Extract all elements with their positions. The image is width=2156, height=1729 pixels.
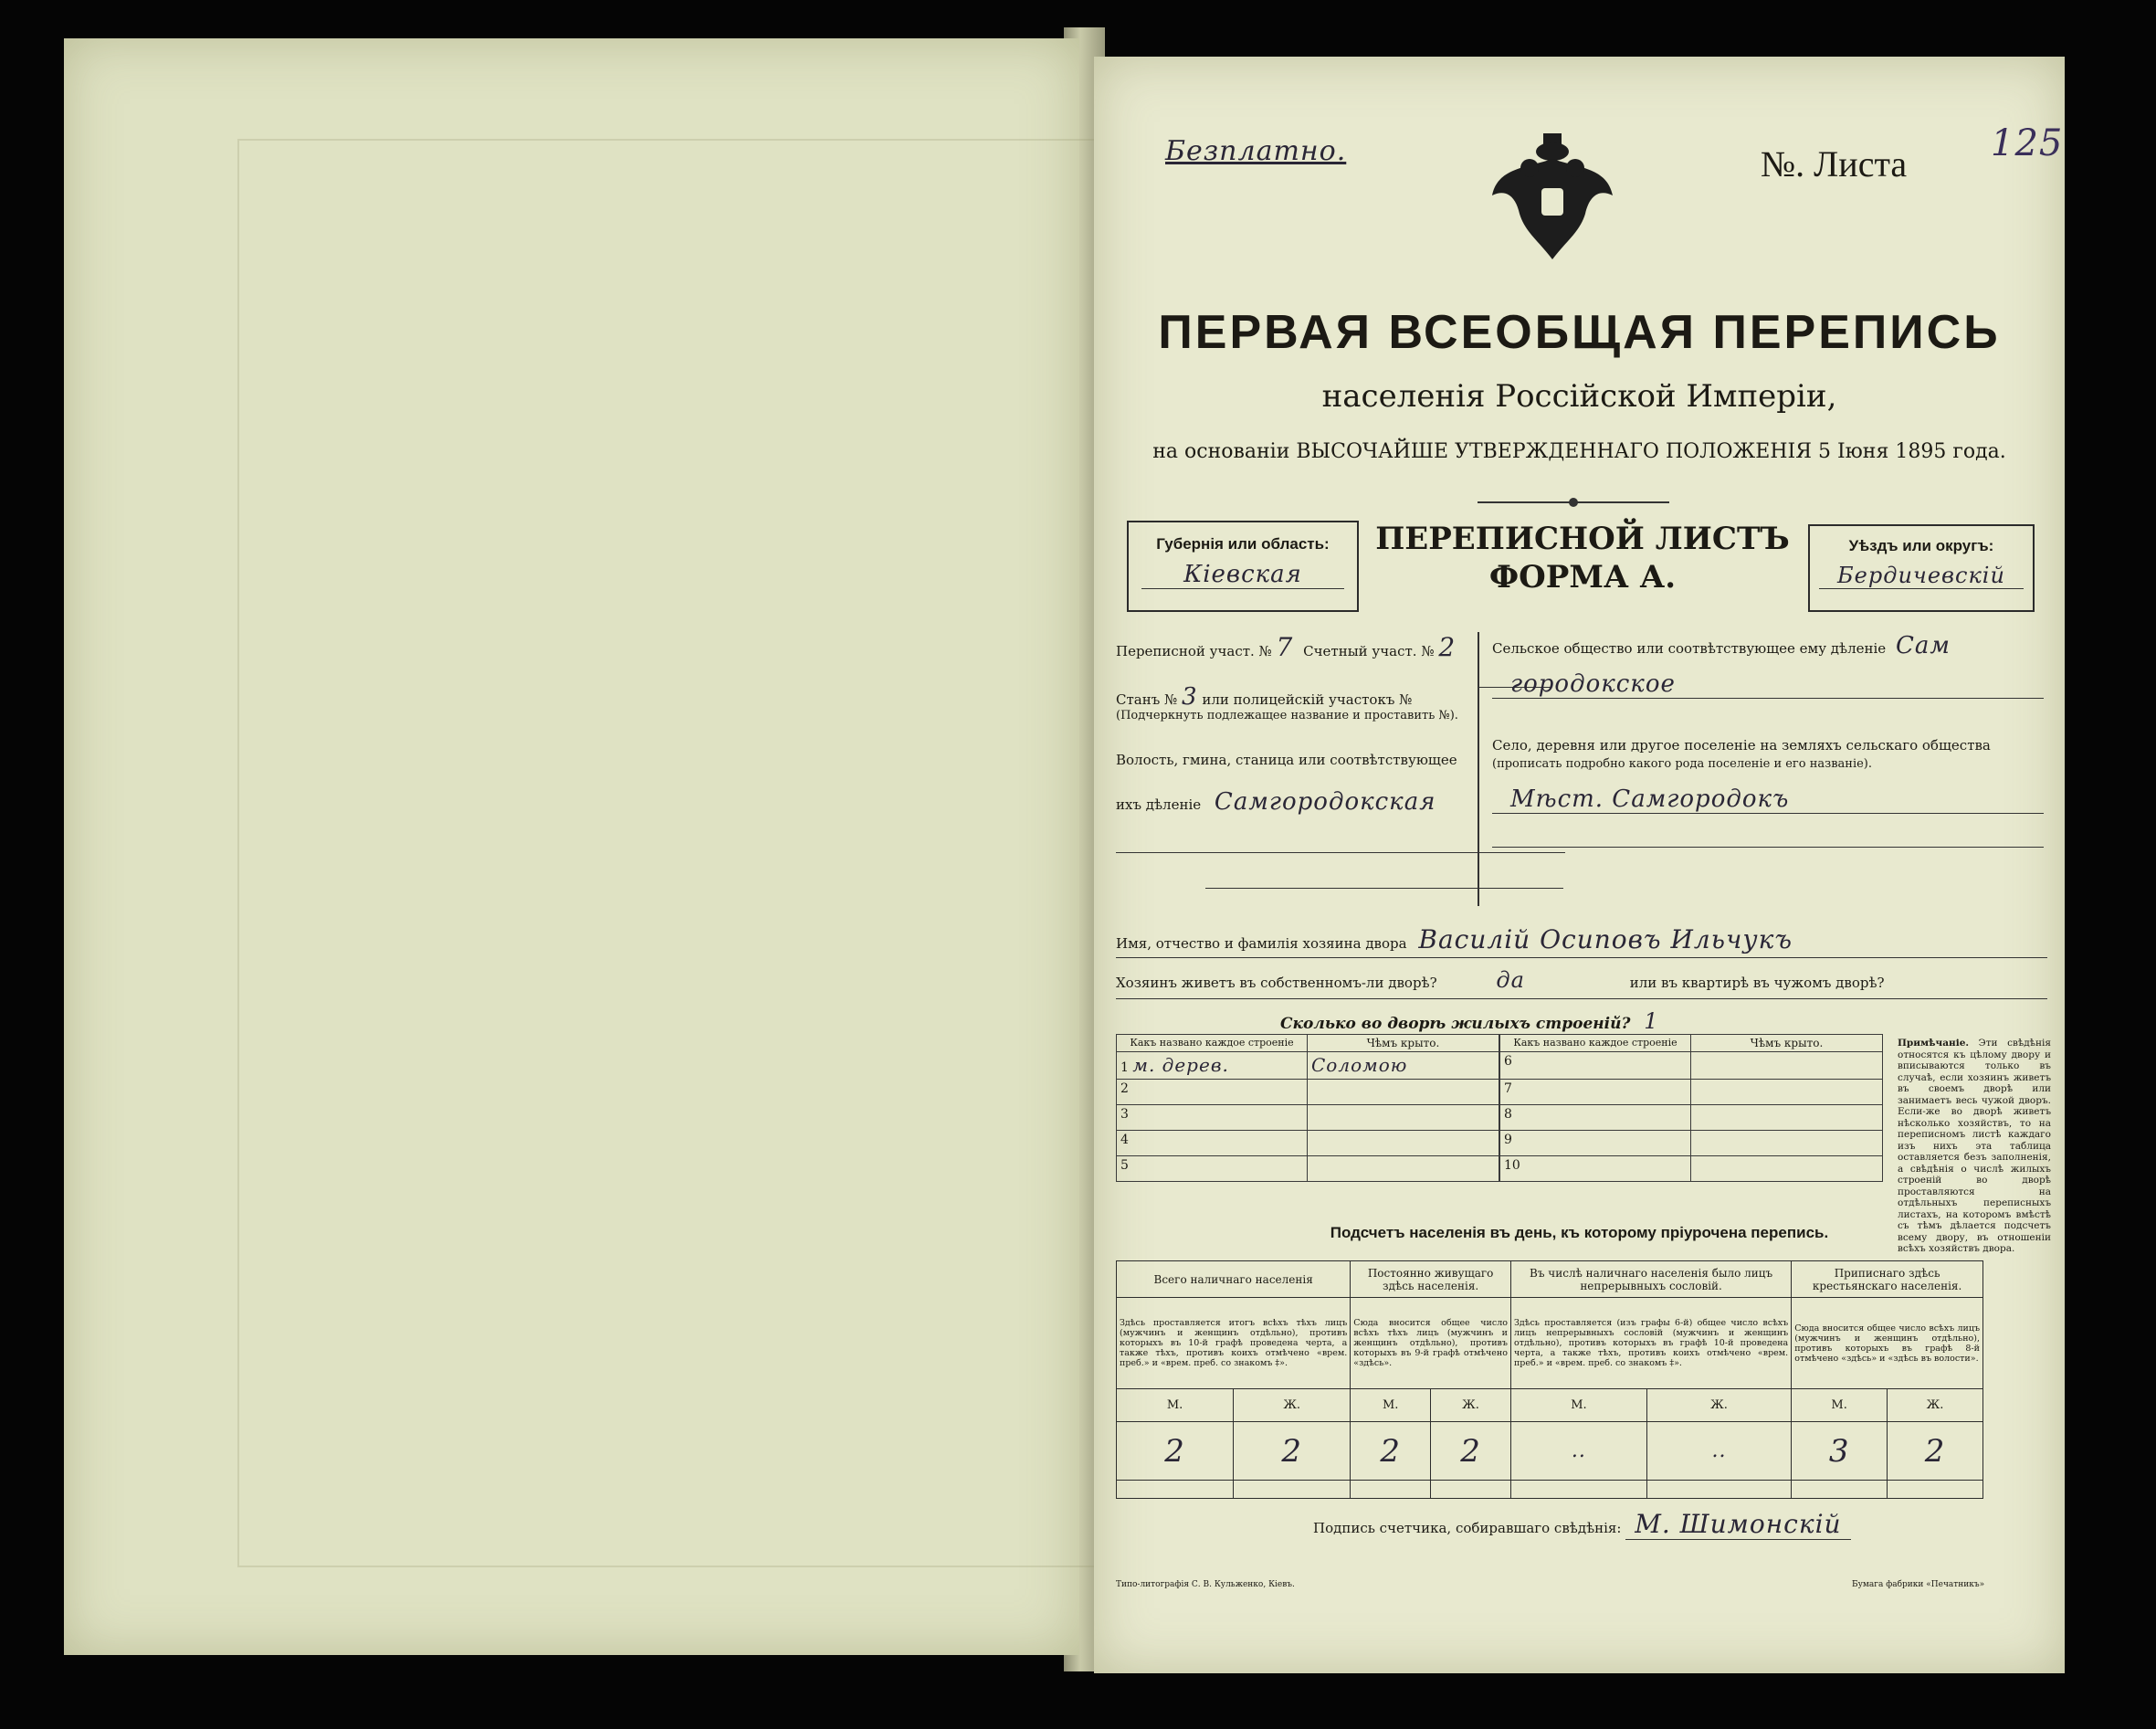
building-material <box>1308 1080 1499 1105</box>
village-note: (прописать подробно какого рода поселеніе и его названіе). <box>1492 757 1872 771</box>
sheet-number-label: №. Листа <box>1761 143 1908 184</box>
col-material-header: Чѣмъ крыто. <box>1691 1035 1883 1052</box>
building-material <box>1308 1131 1499 1156</box>
registered-peasants-f: 2 <box>1888 1422 1983 1481</box>
tally-header-2: Постоянно живущаго здѣсь населенія. <box>1351 1261 1511 1298</box>
left-page-blank <box>64 38 1079 1655</box>
tally-note-4: Сюда вносится общее число всѣхъ лицъ (мужчинъ и женщинъ отдѣльно), противъ которыхъ въ графѣ 8-й отмѣчено «здѣсь» и «здѣсь въ волости». <box>1792 1298 1983 1389</box>
note-text: Эти свѣдѣнія относятся къ цѣлому двору и вписываются только въ случаѣ, если хозяинъ живетъ въ своемъ дворѣ или занимаетъ весь чужой дворъ. Если-же во дворѣ живетъ нѣсколько хозяйствъ, то на переписномъ листѣ каждаго изъ нихъ эта таблица оставляется безъ заполненія, а свѣдѣнія о числѣ жилыхъ строеній во дворѣ проставляются на отдѣльныхъ переписныхъ листахъ, на которомъ вмѣстѣ съ тѣмъ дѣлается подсчетъ всему двору, въ отношеніи всѣхъ хозяйствъ двора. <box>1898 1038 2051 1254</box>
paper-imprint: Бумага фабрики «Печатникъ» <box>1852 1580 1985 1589</box>
form-name: ФОРМА А. <box>1488 559 1677 596</box>
building-row-6: 6 <box>1500 1052 1691 1080</box>
building-row-9: 9 <box>1500 1131 1691 1156</box>
stan-value: 3 <box>1182 683 1198 711</box>
free-label: Безплатно. <box>1165 135 1347 167</box>
building-row-10: 10 <box>1500 1156 1691 1182</box>
page-subtitle: населенія Россійской Имперіи, <box>1321 378 1837 415</box>
building-material <box>1308 1156 1499 1182</box>
tally-note-1: Здѣсь проставляется итогъ всѣхъ тѣхъ лицъ (мужчинъ и женщинъ отдѣльно), противъ которыхъ въ 10-й графѣ проведена черта, а также тѣхъ, противъ коихъ отмѣчено «врем. преб.» и «врем. преб. со знакомъ ‡». <box>1117 1298 1351 1389</box>
sheet-number-value: 125 <box>1991 122 2064 164</box>
building-row-3 <box>1117 1105 1308 1131</box>
tally-header-1: Всего наличнаго населенія <box>1117 1261 1351 1298</box>
signature-label: Подпись счетчика, собиравшаго свѣдѣнія: <box>1313 1520 1622 1536</box>
basis-line: на основаніи ВЫСОЧАЙШЕ УТВЕРЖДЕННАГО ПОЛОЖЕНІЯ 5 Іюня 1895 года. <box>1152 440 2006 463</box>
row-number: 2 <box>1120 1081 1129 1096</box>
imperial-eagle-emblem <box>1488 132 1616 269</box>
col-name-header: Какъ названо каждое строеніе <box>1500 1035 1691 1052</box>
building-name: м. дерев. <box>1132 1054 1229 1076</box>
total-present-f: 2 <box>1234 1422 1351 1481</box>
village-extra-line <box>1492 847 2044 848</box>
printer-imprint: Типо-литографія С. В. Кульженко, Кіевъ. <box>1116 1580 1295 1589</box>
estates-m: .. <box>1510 1422 1646 1481</box>
district-column-divider <box>1478 632 1479 906</box>
gubernia-box <box>1127 521 1359 612</box>
apartment-label: или въ квартирѣ въ чужомъ дворѣ? <box>1629 975 1885 991</box>
stan-label: Станъ № <box>1116 691 1178 708</box>
district-right-block <box>1492 632 2044 848</box>
form-title: ПЕРЕПИСНОЙ ЛИСТЪ <box>1375 521 1790 557</box>
building-material <box>1691 1105 1883 1131</box>
census-form-page <box>1094 57 2065 1673</box>
col-name-header: Какъ названо каждое строеніе <box>1117 1035 1308 1052</box>
count-area-value: 2 <box>1438 632 1457 662</box>
stan-note: (Подчеркнуть подлежащее название и проставить №). <box>1116 709 1458 722</box>
tally-title: Подсчетъ населенія въ день, къ которому пріурочена перепись. <box>1330 1224 1829 1241</box>
society-label: Сельское общество или соотвѣтствующее ему дѣленіе <box>1492 640 1887 657</box>
building-row-1 <box>1117 1052 1308 1080</box>
ornament-divider <box>1478 495 1669 508</box>
owner-name-value: Василій Осиповъ Ильчукъ <box>1418 924 1793 954</box>
building-material <box>1691 1052 1883 1080</box>
buildings-table-left <box>1116 1034 1499 1182</box>
building-material: Соломою <box>1308 1052 1499 1080</box>
volost-label-1: Волость, гмина, станица или соотвѣтствующее <box>1116 752 1457 768</box>
total-present-m: 2 <box>1117 1422 1234 1481</box>
building-row-2 <box>1117 1080 1308 1105</box>
buildings-table-right <box>1499 1034 1883 1182</box>
row-number: 5 <box>1120 1158 1129 1173</box>
uezd-value: Бердичевскій <box>1819 563 2024 589</box>
owner-block <box>1116 924 2047 1034</box>
buildings-value: 1 <box>1644 1008 1659 1034</box>
village-label: Село, деревня или другое поселеніе на земляхъ сельскаго общества <box>1492 737 1991 754</box>
tally-note-3: Здѣсь проставляется (изъ графы 6-й) общее число всѣхъ лицъ непрерывныхъ сословій (мужчинъ и женщинъ отдѣльно), противъ которыхъ въ графѣ 10-й проведена черта, а также тѣхъ, противъ коихъ отмѣчено «врем. преб.» и «врем. преб. со знакомъ ‡». <box>1510 1298 1791 1389</box>
note-title: Примѣчаніе. <box>1898 1038 1970 1049</box>
page-title: ПЕРВАЯ ВСЕОБЩАЯ ПЕРЕПИСЬ <box>1158 306 2001 359</box>
building-material <box>1308 1105 1499 1131</box>
gubernia-value: Кіевская <box>1141 561 1344 589</box>
building-material <box>1691 1156 1883 1182</box>
volost-value-line <box>1205 888 1563 889</box>
buildings-label: Сколько во дворѣ жилыхъ строеній? <box>1280 1015 1631 1033</box>
building-row-5 <box>1117 1156 1308 1182</box>
m-label: М. <box>1510 1389 1646 1422</box>
owner-lives-label: Хозяинъ живетъ въ собственномъ-ли дворѣ? <box>1116 975 1437 991</box>
registered-peasants-m: 3 <box>1792 1422 1888 1481</box>
signature-value: М. Шимонскій <box>1625 1509 1850 1540</box>
volost-value: Самгородокская <box>1214 788 1436 816</box>
f-label: Ж. <box>1646 1389 1791 1422</box>
m-label: М. <box>1351 1389 1431 1422</box>
tally-header-4: Приписнаго здѣсь крестьянскаго населенія. <box>1792 1261 1983 1298</box>
uezd-box <box>1808 524 2035 612</box>
village-value: Мѣст. Самгородокъ <box>1492 785 2044 814</box>
building-material <box>1691 1131 1883 1156</box>
permanent-m: 2 <box>1351 1422 1431 1481</box>
row-number: 1 <box>1120 1060 1129 1075</box>
permanent-f: 2 <box>1431 1422 1511 1481</box>
buildings-note <box>1898 1038 2051 1255</box>
signature-line <box>1313 1509 1879 1539</box>
police-label: или полицейскій участокъ № <box>1202 691 1413 708</box>
row-number: 3 <box>1120 1107 1129 1122</box>
row-number: 4 <box>1120 1133 1129 1147</box>
form-title-block <box>1368 521 1797 596</box>
tally-table <box>1116 1260 1983 1499</box>
f-label: Ж. <box>1234 1389 1351 1422</box>
volost-extra-line <box>1116 852 1565 853</box>
volost-label-2: ихъ дѣленіе <box>1116 796 1202 813</box>
owner-name-label: Имя, отчество и фамилія хозяина двора <box>1116 935 1407 952</box>
owner-lives-value: да <box>1496 967 1525 993</box>
m-label: М. <box>1117 1389 1234 1422</box>
f-label: Ж. <box>1888 1389 1983 1422</box>
tally-header-3: Въ числѣ наличнаго населенія было лицъ непрерывныхъ сословій. <box>1510 1261 1791 1298</box>
building-row-4 <box>1117 1131 1308 1156</box>
building-row-8: 8 <box>1500 1105 1691 1131</box>
col-material-header: Чѣмъ крыто. <box>1308 1035 1499 1052</box>
gubernia-label: Губернія или область: <box>1156 535 1330 553</box>
m-label: М. <box>1792 1389 1888 1422</box>
left-page-bleed-through-frame <box>237 139 1136 1567</box>
society-value-2: городокское <box>1492 670 2044 699</box>
society-value-1: Сам <box>1895 632 1951 659</box>
census-area-value: 7 <box>1276 632 1294 662</box>
count-area-label: Счетный участ. № <box>1303 643 1435 659</box>
tally-note-2: Сюда вносится общее число всѣхъ тѣхъ лицъ (мужчинъ и женщинъ отдѣльно), противъ которыхъ въ 9-й графѣ отмѣчено «здѣсь». <box>1351 1298 1511 1389</box>
estates-f: .. <box>1646 1422 1791 1481</box>
f-label: Ж. <box>1431 1389 1511 1422</box>
building-material <box>1691 1080 1883 1105</box>
uezd-label: Уѣздъ или округъ: <box>1848 537 1994 554</box>
building-row-7: 7 <box>1500 1080 1691 1105</box>
census-area-label: Переписной участ. № <box>1116 643 1272 659</box>
